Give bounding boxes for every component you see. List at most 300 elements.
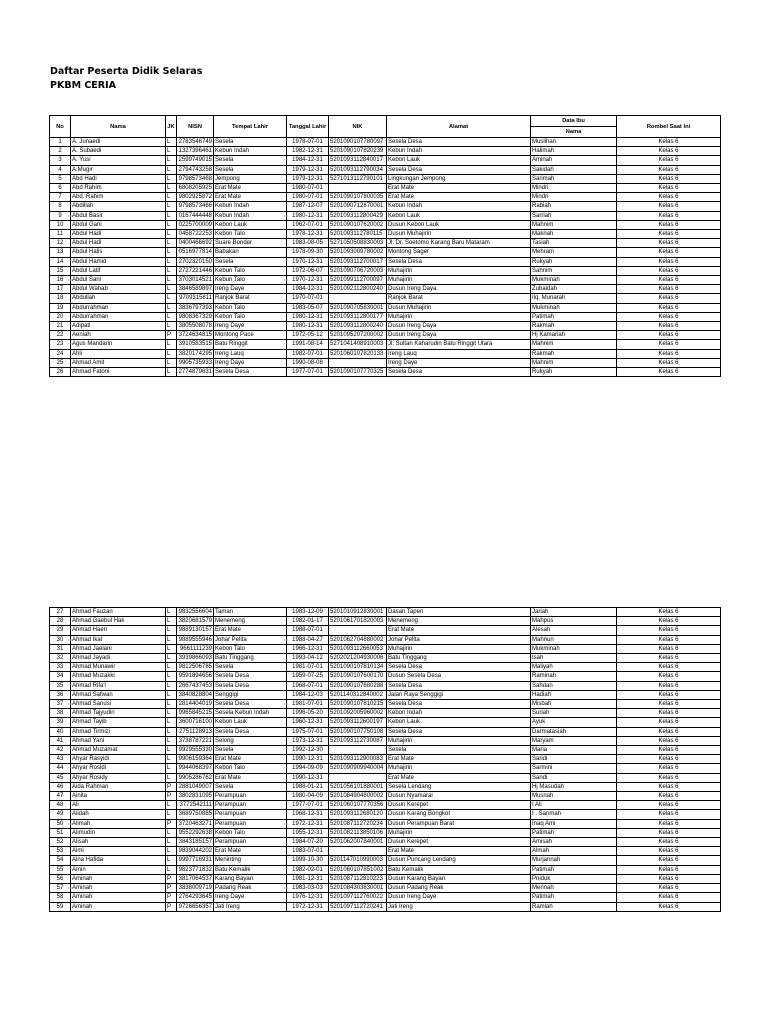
cell-jk: L xyxy=(166,746,177,755)
cell-nisn: 2727221446 xyxy=(177,266,214,275)
cell-nama: Abd. Rahim xyxy=(71,193,166,202)
table-row xyxy=(50,755,721,764)
cell-alamat: Sesela Desa xyxy=(387,663,531,672)
cell-rombel: Kelas 6 xyxy=(617,156,721,165)
cell-rombel: Kelas 6 xyxy=(617,312,721,321)
cell-nik: 5201061701820003 xyxy=(329,617,387,626)
cell-tanggal-lahir: 1972-12-31 xyxy=(287,819,329,828)
cell-alamat: Kebon Lauk xyxy=(387,156,531,165)
cell-nisn: 9802925872 xyxy=(177,193,214,202)
table-row xyxy=(50,828,721,837)
cell-tempat-lahir: Kebon Talo xyxy=(214,644,287,653)
table-row xyxy=(50,792,721,801)
cell-no: 22 xyxy=(50,331,71,340)
cell-no: 16 xyxy=(50,276,71,285)
table-row xyxy=(50,663,721,672)
cell-nama: Ahmad Haeri xyxy=(71,626,166,635)
cell-nisn: 3802831095 xyxy=(177,792,214,801)
cell-nama: Ainita xyxy=(71,792,166,801)
cell-alamat: Sesela Desa xyxy=(387,681,531,690)
cell-no: 21 xyxy=(50,322,71,331)
cell-tempat-lahir: Erat Mate xyxy=(214,184,287,193)
cell-no: 36 xyxy=(50,690,71,699)
cell-alamat: Sesela Desa xyxy=(387,700,531,709)
cell-alamat: Jati Ireng xyxy=(387,902,531,911)
cell-alamat: Sesela xyxy=(387,746,531,755)
cell-alamat: Erat Mate xyxy=(387,626,531,635)
cell-nik: 5201056101880001 xyxy=(329,782,387,791)
cell-no: 53 xyxy=(50,847,71,856)
table-row xyxy=(50,635,721,644)
cell-rombel: Kelas 6 xyxy=(617,644,721,653)
cell-tanggal-lahir: 1962-07-01 xyxy=(287,220,329,229)
table-row xyxy=(50,368,721,377)
cell-nama: Aeniah xyxy=(71,331,166,340)
cell-nama: Ahmad Jayadi xyxy=(71,654,166,663)
cell-tanggal-lahir: 1983-07-01 xyxy=(287,847,329,856)
table-row xyxy=(50,838,721,847)
cell-alamat: Ranjok Barat xyxy=(387,294,531,303)
cell-alamat: Muhajirin xyxy=(387,276,531,285)
cell-no: 50 xyxy=(50,819,71,828)
cell-nama-ibu: Alesah xyxy=(531,626,617,635)
cell-nama: Abdul Basir xyxy=(71,211,166,220)
cell-nik: 5201090107770325 xyxy=(329,368,387,377)
cell-nisn: 9944068397 xyxy=(177,764,214,773)
table-row xyxy=(50,349,721,358)
cell-nama: Abdurrahman xyxy=(71,303,166,312)
cell-no: 41 xyxy=(50,736,71,745)
cell-rombel: Kelas 6 xyxy=(617,718,721,727)
cell-jk: L xyxy=(166,193,177,202)
cell-nama-ibu: Sahdan xyxy=(531,681,617,690)
cell-tanggal-lahir: 1983-03-03 xyxy=(287,884,329,893)
cell-alamat: Erat Mate xyxy=(387,184,531,193)
cell-no: 31 xyxy=(50,644,71,653)
cell-tempat-lahir: Kebun Talo xyxy=(214,266,287,275)
cell-tempat-lahir: Perampuan xyxy=(214,810,287,819)
cell-nik: 5201093112790034 xyxy=(329,165,387,174)
cell-tempat-lahir: Selong xyxy=(214,736,287,745)
table-row xyxy=(50,230,721,239)
table-row xyxy=(50,608,721,617)
cell-nisn: 3838009719 xyxy=(177,884,214,893)
cell-nisn: 2881049007 xyxy=(177,782,214,791)
cell-alamat: Erat Mate xyxy=(387,847,531,856)
cell-tempat-lahir: Sesela xyxy=(214,165,287,174)
cell-nama: Ahmad Jaelani xyxy=(71,644,166,653)
cell-alamat: Dusun Perampuan Barat xyxy=(387,819,531,828)
cell-tempat-lahir: Senggigi xyxy=(214,690,287,699)
cell-alamat: Dusun Muhajirin xyxy=(387,303,531,312)
cell-rombel: Kelas 6 xyxy=(617,635,721,644)
cell-no: 35 xyxy=(50,681,71,690)
cell-no: 37 xyxy=(50,700,71,709)
cell-alamat: Sesela Desa xyxy=(387,138,531,147)
cell-nik: 5201090107820239 xyxy=(329,147,387,156)
cell-nama: Ahmad Ikal xyxy=(71,635,166,644)
table-row xyxy=(50,874,721,883)
cell-nik: 5201093112900083 xyxy=(329,755,387,764)
cell-jk: L xyxy=(166,239,177,248)
cell-no: 47 xyxy=(50,792,71,801)
cell-nik: 5201093112700017 xyxy=(329,257,387,266)
cell-nama-ibu: Ramlah xyxy=(531,902,617,911)
table-row xyxy=(50,202,721,211)
table-row xyxy=(50,856,721,865)
cell-tanggal-lahir: 1988-04-27 xyxy=(287,635,329,644)
student-table-bottom xyxy=(49,607,721,912)
cell-nisn: 0225700009 xyxy=(177,220,214,229)
cell-no: 25 xyxy=(50,358,71,367)
cell-no: 11 xyxy=(50,230,71,239)
cell-tanggal-lahir: 1972-12-31 xyxy=(287,902,329,911)
cell-nama: A. Subaedi xyxy=(71,147,166,156)
cell-nama-ibu: Maria xyxy=(531,746,617,755)
cell-jk: L xyxy=(166,727,177,736)
cell-nisn: 9798573466 xyxy=(177,202,214,211)
cell-tanggal-lahir: 1994-09-09 xyxy=(287,764,329,773)
cell-nama-ibu: Jariah xyxy=(531,608,617,617)
cell-alamat: Erat Mate xyxy=(387,773,531,782)
cell-tanggal-lahir: 1990-12-31 xyxy=(287,755,329,764)
cell-nik xyxy=(329,184,387,193)
table-row xyxy=(50,312,721,321)
cell-tanggal-lahir: 1972-06-07 xyxy=(287,266,329,275)
cell-rombel: Kelas 6 xyxy=(617,193,721,202)
cell-nik: 5271013112790101 xyxy=(329,174,387,183)
cell-nik: 5201093112600197 xyxy=(329,718,387,727)
table-row xyxy=(50,331,721,340)
cell-nama: Ahmad Safwan xyxy=(71,690,166,699)
cell-nama: Ahmad Fatoni xyxy=(71,368,166,377)
cell-tempat-lahir: Kebun Indah xyxy=(214,202,287,211)
cell-nama-ibu: Ayuk xyxy=(531,718,617,727)
cell-tempat-lahir: Erat Mate xyxy=(214,193,287,202)
table-row xyxy=(50,617,721,626)
table-row xyxy=(50,626,721,635)
table-row xyxy=(50,810,721,819)
cell-nama-ibu: Murjannah xyxy=(531,856,617,865)
document-subtitle: PKBM CERIA xyxy=(50,80,116,91)
cell-jk: L xyxy=(166,294,177,303)
cell-nisn: 3724634815 xyxy=(177,331,214,340)
cell-tanggal-lahir: 1982-01-17 xyxy=(287,617,329,626)
cell-nik: 5201090107620002 xyxy=(329,220,387,229)
cell-alamat: Kebon Lauk xyxy=(387,211,531,220)
cell-tanggal-lahir: 1982-12-31 xyxy=(287,147,329,156)
cell-rombel: Kelas 6 xyxy=(617,147,721,156)
cell-tempat-lahir: Erat Mate xyxy=(214,626,287,635)
cell-no: 40 xyxy=(50,727,71,736)
cell-rombel: Kelas 6 xyxy=(617,248,721,257)
table-row xyxy=(50,764,721,773)
cell-nama: Ahmad Muzakki xyxy=(71,672,166,681)
cell-nik: 5201093009780002 xyxy=(329,248,387,257)
table-row xyxy=(50,727,721,736)
cell-nik xyxy=(329,358,387,367)
cell-jk: L xyxy=(166,257,177,266)
cell-nik: 5201084904800002 xyxy=(329,792,387,801)
cell-alamat: Sesela Desa xyxy=(387,727,531,736)
table-row xyxy=(50,276,721,285)
cell-rombel: Kelas 6 xyxy=(617,184,721,193)
cell-alamat: Muhajirin xyxy=(387,764,531,773)
cell-jk: P xyxy=(166,331,177,340)
cell-alamat: Dusun Muhajirin xyxy=(387,230,531,239)
cell-rombel: Kelas 6 xyxy=(617,801,721,810)
cell-alamat: Sesela Lendang xyxy=(387,782,531,791)
header-jk: JK xyxy=(166,116,177,138)
cell-tempat-lahir: Perampuan xyxy=(214,838,287,847)
cell-nama: Ahli xyxy=(71,349,166,358)
cell-alamat: Dusun Ireng Daya xyxy=(387,285,531,294)
cell-nik: 5201097112760022 xyxy=(329,893,387,902)
cell-tanggal-lahir: 1980-12-31 xyxy=(287,211,329,220)
cell-rombel: Kelas 6 xyxy=(617,847,721,856)
cell-rombel: Kelas 6 xyxy=(617,230,721,239)
cell-rombel: Kelas 6 xyxy=(617,690,721,699)
cell-tanggal-lahir: 1980-12-31 xyxy=(287,322,329,331)
cell-alamat: Dusun Karang Bongkot xyxy=(387,810,531,819)
cell-alamat: Muhajirin xyxy=(387,644,531,653)
cell-alamat: Ireng Daye xyxy=(387,358,531,367)
cell-nisn: 9889555946 xyxy=(177,635,214,644)
header-alamat: Alamat xyxy=(387,116,531,138)
cell-no: 2 xyxy=(50,147,71,156)
cell-nama-ibu: Isah xyxy=(531,654,617,663)
cell-nisn: 0167444448 xyxy=(177,211,214,220)
cell-no: 58 xyxy=(50,893,71,902)
cell-nama: Ahmad Muzamat xyxy=(71,746,166,755)
cell-rombel: Kelas 6 xyxy=(617,294,721,303)
cell-nisn: 0458722253 xyxy=(177,230,214,239)
cell-jk: L xyxy=(166,709,177,718)
cell-nama-ibu: Amisah xyxy=(531,838,617,847)
cell-tempat-lahir: Sesela xyxy=(214,663,287,672)
cell-alamat: Johar Pelita xyxy=(387,635,531,644)
table-row xyxy=(50,248,721,257)
cell-no: 52 xyxy=(50,838,71,847)
cell-nisn: 3600716100 xyxy=(177,718,214,727)
cell-nama-ibu: Sarimah xyxy=(531,174,617,183)
cell-no: 56 xyxy=(50,874,71,883)
cell-jk: L xyxy=(166,322,177,331)
cell-nama: Ahmad Gaebul Hak xyxy=(71,617,166,626)
cell-nama-ibu: Darmatasiah xyxy=(531,727,617,736)
table-row xyxy=(50,709,721,718)
cell-alamat: Dusun Kerepet xyxy=(387,801,531,810)
cell-nama: Abdul Gani xyxy=(71,220,166,229)
cell-nisn: 2814404019 xyxy=(177,700,214,709)
cell-jk: L xyxy=(166,368,177,377)
cell-jk: L xyxy=(166,617,177,626)
cell-tempat-lahir: Padang Reak xyxy=(214,884,287,893)
cell-alamat: Montong Sager xyxy=(387,248,531,257)
cell-alamat: Dusun Padang Reak xyxy=(387,884,531,893)
cell-tempat-lahir: Ireng Lauq xyxy=(214,349,287,358)
table-row xyxy=(50,700,721,709)
cell-jk: L xyxy=(166,828,177,837)
cell-tanggal-lahir: 1984-12-31 xyxy=(287,156,329,165)
cell-tanggal-lahir: 1991-08-14 xyxy=(287,340,329,349)
cell-no: 8 xyxy=(50,202,71,211)
cell-nik: 5201084303830001 xyxy=(329,884,387,893)
cell-nama-ibu: Sarriah xyxy=(531,211,617,220)
cell-jk: L xyxy=(166,358,177,367)
table-row xyxy=(50,294,721,303)
cell-tanggal-lahir: 1983-05-07 xyxy=(287,303,329,312)
cell-tanggal-lahir: 1959-07-25 xyxy=(287,672,329,681)
cell-tempat-lahir: Kebun Indah xyxy=(214,147,287,156)
cell-nama-ibu: Hj Kamariah xyxy=(531,331,617,340)
cell-no: 15 xyxy=(50,266,71,275)
table-row xyxy=(50,782,721,791)
cell-nisn: 3820174295 xyxy=(177,349,214,358)
cell-nik: 5201090107780097 xyxy=(329,138,387,147)
cell-alamat: Erat Mate xyxy=(387,755,531,764)
cell-nisn: 3772542111 xyxy=(177,801,214,810)
cell-rombel: Kelas 6 xyxy=(617,663,721,672)
cell-jk: P xyxy=(166,902,177,911)
cell-jk: L xyxy=(166,773,177,782)
cell-no: 57 xyxy=(50,884,71,893)
cell-alamat: Ireng Lauq xyxy=(387,349,531,358)
header-tempat-lahir: Tempat Lahir xyxy=(214,116,287,138)
cell-no: 59 xyxy=(50,902,71,911)
table-row xyxy=(50,819,721,828)
cell-nama: Aminah xyxy=(71,902,166,911)
cell-tempat-lahir: Kebon Talo xyxy=(214,828,287,837)
cell-no: 39 xyxy=(50,718,71,727)
cell-tempat-lahir: Sesela Desa xyxy=(214,672,287,681)
cell-rombel: Kelas 6 xyxy=(617,792,721,801)
cell-jk: L xyxy=(166,681,177,690)
cell-jk: L xyxy=(166,856,177,865)
cell-nama-ibu: Mahnim xyxy=(531,358,617,367)
cell-jk: L xyxy=(166,156,177,165)
cell-jk: L xyxy=(166,838,177,847)
cell-nama: Aida Rahman xyxy=(71,782,166,791)
cell-rombel: Kelas 6 xyxy=(617,358,721,367)
cell-no: 12 xyxy=(50,239,71,248)
cell-no: 18 xyxy=(50,294,71,303)
cell-tempat-lahir: Montong Pace xyxy=(214,331,287,340)
cell-alamat: Kebun Indah xyxy=(387,147,531,156)
cell-nama: Abdul Latif xyxy=(71,266,166,275)
cell-tempat-lahir: Kebon Talo xyxy=(214,303,287,312)
cell-nisn: 6808205925 xyxy=(177,184,214,193)
cell-nik: 5201093112730087 xyxy=(329,736,387,745)
cell-nisn: 2764293645 xyxy=(177,893,214,902)
cell-nisn: 9905286762 xyxy=(177,773,214,782)
cell-nama: Agus Mandarin xyxy=(71,340,166,349)
cell-nama-ibu: I . Sanmah xyxy=(531,810,617,819)
cell-alamat: Muhajirin xyxy=(387,266,531,275)
cell-nama-ibu: Hj Masudah xyxy=(531,782,617,791)
cell-nama-ibu: Maknah xyxy=(531,230,617,239)
cell-nama: Ahmad Munawir xyxy=(71,663,166,672)
cell-nama: Abdul Halis xyxy=(71,248,166,257)
cell-tempat-lahir: Menemeng xyxy=(214,617,287,626)
cell-tempat-lahir: Kebon Talo xyxy=(214,230,287,239)
table-row xyxy=(50,193,721,202)
cell-nama: Ahmad Sanusi xyxy=(71,700,166,709)
cell-nama-ibu: Sarmini xyxy=(531,764,617,773)
cell-tanggal-lahir: 1988-01-21 xyxy=(287,782,329,791)
cell-nama-ibu: Sakidah xyxy=(531,165,617,174)
cell-rombel: Kelas 6 xyxy=(617,276,721,285)
cell-tempat-lahir: Karang Bayan xyxy=(214,874,287,883)
header-no: No xyxy=(50,116,71,138)
cell-tanggal-lahir: 1978-12-31 xyxy=(287,230,329,239)
cell-no: 34 xyxy=(50,672,71,681)
cell-rombel: Kelas 6 xyxy=(617,828,721,837)
cell-tanggal-lahir: 1979-12-31 xyxy=(287,165,329,174)
cell-jk: L xyxy=(166,340,177,349)
cell-rombel: Kelas 6 xyxy=(617,819,721,828)
cell-tempat-lahir: Ireng Daye xyxy=(214,893,287,902)
cell-jk: L xyxy=(166,654,177,663)
cell-tanggal-lahir: 1968-12-31 xyxy=(287,810,329,819)
table-row xyxy=(50,285,721,294)
cell-nama: Aminah xyxy=(71,884,166,893)
cell-rombel: Kelas 6 xyxy=(617,331,721,340)
cell-jk: L xyxy=(166,165,177,174)
cell-nisn: 3817064537 xyxy=(177,874,214,883)
cell-nisn: 9965845215 xyxy=(177,709,214,718)
cell-no: 13 xyxy=(50,248,71,257)
cell-nik: 5201095207200002 xyxy=(329,331,387,340)
cell-no: 26 xyxy=(50,368,71,377)
cell-jk: L xyxy=(166,276,177,285)
cell-no: 14 xyxy=(50,257,71,266)
cell-rombel: Kelas 6 xyxy=(617,773,721,782)
cell-rombel: Kelas 6 xyxy=(617,322,721,331)
table-row xyxy=(50,322,721,331)
table-row xyxy=(50,644,721,653)
cell-nisn: 9823771832 xyxy=(177,865,214,874)
cell-no: 54 xyxy=(50,856,71,865)
cell-nik: 5201062007840001 xyxy=(329,838,387,847)
cell-nisn: 3939866093 xyxy=(177,654,214,663)
table-row xyxy=(50,902,721,911)
cell-nik: 5202021204930006 xyxy=(329,654,387,663)
cell-nisn: 3846589897 xyxy=(177,285,214,294)
cell-no: 44 xyxy=(50,764,71,773)
cell-nama-ibu: Mukminah xyxy=(531,276,617,285)
cell-nisn: 3738787221 xyxy=(177,736,214,745)
cell-nisn: 2774879631 xyxy=(177,368,214,377)
cell-tempat-lahir: Ranjok Barat xyxy=(214,294,287,303)
cell-rombel: Kelas 6 xyxy=(617,202,721,211)
cell-no: 55 xyxy=(50,865,71,874)
cell-jk: P xyxy=(166,893,177,902)
cell-jk: L xyxy=(166,184,177,193)
cell-nik: 5201090712870001 xyxy=(329,202,387,211)
cell-jk: L xyxy=(166,755,177,764)
cell-nama-ibu: Almah xyxy=(531,847,617,856)
cell-tempat-lahir: Batu Tinggang xyxy=(214,654,287,663)
cell-nik: 5201062704880002 xyxy=(329,635,387,644)
cell-nama-ibu: Sahnim xyxy=(531,266,617,275)
cell-nik: 5271050508830003 xyxy=(329,239,387,248)
cell-alamat: Dusun Puncang Lendang xyxy=(387,856,531,865)
cell-tanggal-lahir: 1966-12-31 xyxy=(287,644,329,653)
cell-rombel: Kelas 6 xyxy=(617,700,721,709)
cell-alamat: Dusun Ireng Daya xyxy=(387,322,531,331)
cell-rombel: Kelas 6 xyxy=(617,303,721,312)
